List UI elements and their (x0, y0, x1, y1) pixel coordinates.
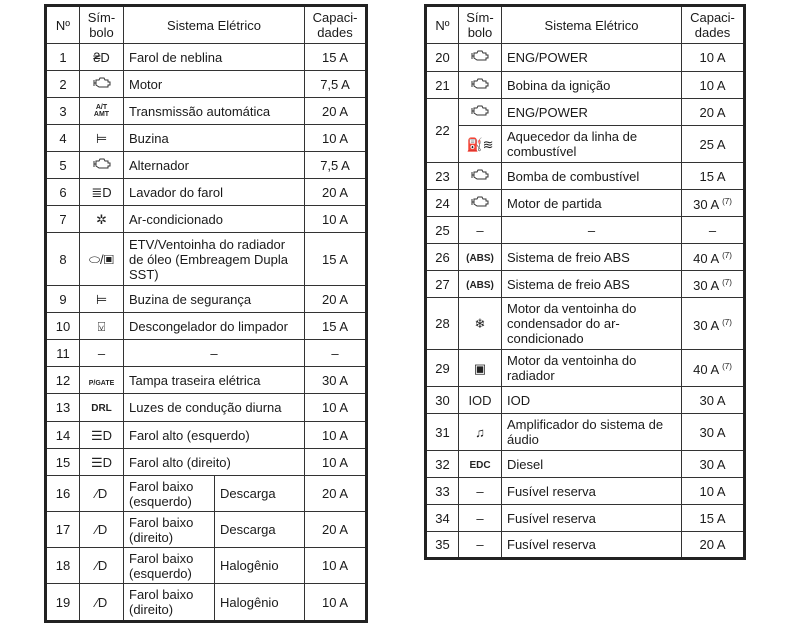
header-number: Nº (426, 6, 459, 44)
fuse-capacity (682, 99, 745, 126)
fuse-number: 21 (426, 72, 459, 99)
fuse-system: Transmissão automática (124, 98, 305, 125)
capacity-value: 20 A (322, 486, 349, 501)
fuse-capacity (682, 298, 745, 350)
fuse-number: 25 (426, 217, 459, 244)
fuse-system: Farol baixo (direito) (124, 512, 215, 548)
fuse-system: Tampa traseira elétrica (124, 367, 305, 394)
fuse-number: 20 (426, 44, 459, 72)
fuse-symbol (80, 367, 124, 394)
fuse-capacity (682, 72, 745, 99)
high-beam-icon: ☰D (90, 427, 113, 443)
fuse-symbol (459, 451, 502, 478)
fuse-number: 18 (46, 548, 80, 584)
fuse-system: Fusível reserva (502, 532, 682, 559)
fuse-number: 19 (46, 584, 80, 622)
engine-icon (92, 77, 112, 92)
capacity-value: 10 A (322, 427, 349, 443)
capacity-value: 15 A (322, 49, 349, 65)
footnote-ref: (7) (722, 197, 732, 206)
fuse-system: Descongelador do limpador (124, 313, 305, 340)
table-row (46, 367, 367, 394)
fuse-system: Motor (124, 71, 305, 98)
fuse-symbol (459, 126, 502, 163)
capacity-value: 10 A (322, 594, 349, 610)
fuse-capacity (305, 125, 367, 152)
fuse-symbol (459, 350, 502, 387)
capacity-value: – (708, 222, 717, 238)
capacity-value: 10 A (699, 483, 726, 499)
capacity-value: 30 A (693, 197, 719, 212)
fuse-symbol (80, 476, 124, 512)
fuse-symbol (80, 98, 124, 125)
fuse-symbol (80, 548, 124, 584)
fuse-system: – (124, 340, 305, 367)
fuse-capacity (305, 313, 367, 340)
table-row (426, 451, 745, 478)
capacity-value: 10 A (322, 211, 349, 227)
fuse-system: Amplificador do sistema de áudio (502, 414, 682, 451)
fuse-number: 7 (46, 206, 80, 233)
fuse-number: 10 (46, 313, 80, 340)
fuse-capacity (305, 44, 367, 71)
header-capacity: Capaci- dades (682, 6, 745, 44)
fuse-capacity (305, 449, 367, 476)
table-row (46, 98, 367, 125)
security-horn-icon: ⊨ (95, 291, 108, 307)
fuse-number: 16 (46, 476, 80, 512)
table-row (426, 163, 745, 190)
high-beam-icon: ☰D (90, 454, 113, 470)
fog-light-icon: ₴D (93, 49, 110, 65)
fuse-symbol (80, 286, 124, 313)
fuse-system: Farol baixo (direito) (124, 584, 215, 622)
capacity-value: 15 A (699, 510, 726, 526)
fuse-capacity (305, 512, 367, 548)
none: – (476, 537, 484, 552)
table-row (426, 72, 745, 99)
fuse-number: 13 (46, 394, 80, 422)
capacity-value: 30 A (699, 424, 726, 440)
table-row (46, 233, 367, 286)
fuse-system: Farol de neblina (124, 44, 305, 71)
fuse-symbol (80, 233, 124, 286)
fuse-capacity (682, 505, 745, 532)
capacity-value: 15 A (699, 168, 726, 184)
fuse-number: 24 (426, 190, 459, 217)
fuse-system: ETV/Ventoinha do radiador de óleo (Embreagem Dupla SST) (124, 233, 305, 286)
fuse-number: 4 (46, 125, 80, 152)
fuse-system: Motor da ventoinha do condensador do ar-condicionado (502, 298, 682, 350)
capacity-value: 25 A (699, 136, 726, 152)
table-row (426, 271, 745, 298)
fuse-symbol (459, 271, 502, 298)
capacity-value: 30 A (699, 392, 726, 408)
none: – (476, 483, 484, 499)
table-row (46, 394, 367, 422)
fuse-capacity (305, 286, 367, 313)
capacity-value: 20 A (322, 103, 349, 119)
table-row (46, 313, 367, 340)
table-row (426, 190, 745, 217)
capacity-value: 40 A (693, 362, 719, 377)
fuse-symbol (459, 478, 502, 505)
fuse-symbol (80, 313, 124, 340)
table-row (426, 298, 745, 350)
fuse-symbol (80, 206, 124, 233)
automatic-transmission-icon: A/T AMT (93, 103, 110, 118)
capacity-value: 30 A (693, 278, 719, 293)
fuse-capacity (305, 476, 367, 512)
fuse-symbol (459, 217, 502, 244)
table-row (46, 548, 367, 584)
fuse-symbol (459, 414, 502, 451)
fuse-symbol (80, 44, 124, 71)
fuse-system: IOD (502, 387, 682, 414)
header-system: Sistema Elétrico (124, 6, 305, 44)
table-row (426, 126, 745, 163)
capacity-value: 30 A (699, 456, 726, 472)
fuse-symbol (80, 449, 124, 476)
fuse-capacity (305, 548, 367, 584)
header-symbol: Sím- bolo (80, 6, 124, 44)
capacity-value: 20 A (322, 291, 349, 307)
capacity-value: 7,5 A (320, 157, 350, 173)
fuse-number: 35 (426, 532, 459, 559)
fuse-number: 27 (426, 271, 459, 298)
low-beam-icon: ⁄D (95, 594, 108, 610)
fuse-capacity (305, 422, 367, 449)
fuse-number: 32 (426, 451, 459, 478)
fuse-number: 12 (46, 367, 80, 394)
fuse-system: Ar-condicionado (124, 206, 305, 233)
fuse-number: 30 (426, 387, 459, 414)
fuse-symbol (459, 244, 502, 271)
fuse-symbol (80, 512, 124, 548)
fuse-number: 14 (46, 422, 80, 449)
fuse-symbol (459, 72, 502, 99)
footnote-ref: (7) (722, 278, 732, 287)
fuse-number: 6 (46, 179, 80, 206)
fuse-symbol (80, 394, 124, 422)
fuse-capacity (682, 126, 745, 163)
air-conditioning-icon: ✲ (96, 211, 107, 227)
capacity-value: 7,5 A (320, 76, 350, 92)
fuse-number: 22 (426, 99, 459, 163)
fuse-symbol (80, 125, 124, 152)
fuse-number: 2 (46, 71, 80, 98)
header-row (426, 6, 745, 44)
fuse-system: Farol baixo (esquerdo) (124, 476, 215, 512)
footnote-ref: (7) (722, 317, 732, 327)
fuse-number: 11 (46, 340, 80, 367)
fuse-number: 5 (46, 152, 80, 179)
fuse-number: 1 (46, 44, 80, 71)
table-row (46, 179, 367, 206)
fuse-capacity (682, 163, 745, 190)
capacity-value: 15 A (322, 318, 349, 334)
fuse-capacity (305, 206, 367, 233)
fuse-capacity (305, 584, 367, 622)
fuse-number: 31 (426, 414, 459, 451)
fuse-capacity (305, 233, 367, 286)
fuse-system: Buzina de segurança (124, 286, 305, 313)
table-row (426, 244, 745, 271)
fuse-symbol (459, 163, 502, 190)
fuse-symbol (80, 340, 124, 367)
fuse-symbol (459, 44, 502, 72)
table-row (426, 478, 745, 505)
table-row (426, 532, 745, 559)
table-row (46, 71, 367, 98)
fuse-capacity (682, 271, 745, 298)
table-row (46, 125, 367, 152)
iod-label: IOD (468, 392, 492, 408)
fuse-symbol (459, 99, 502, 126)
fuse-number: 26 (426, 244, 459, 271)
none: – (97, 345, 106, 361)
fuse-symbol (459, 505, 502, 532)
fuse-symbol (459, 532, 502, 559)
fuse-system: Lavador do farol (124, 179, 305, 206)
engine-icon (470, 50, 490, 65)
fuse-capacity (682, 190, 745, 217)
fuse-number: 8 (46, 233, 80, 286)
header-number: Nº (46, 6, 80, 44)
fuse-system: ENG/POWER (502, 44, 682, 72)
capacity-value: 10 A (322, 558, 349, 573)
none: – (476, 222, 484, 238)
table-row (426, 44, 745, 72)
fuse-capacity (305, 340, 367, 367)
table-row (426, 414, 745, 451)
fuse-table-left (44, 4, 368, 623)
fuse-system-variant: Halogênio (215, 548, 305, 584)
fuse-system: Sistema de freio ABS (502, 271, 682, 298)
fuse-capacity (305, 179, 367, 206)
fuse-number: 15 (46, 449, 80, 476)
capacity-value: 15 A (322, 251, 349, 267)
fuse-symbol (80, 71, 124, 98)
abs-icon: (ABS) (466, 279, 494, 291)
capacity-value: 10 A (322, 400, 349, 415)
fuse-capacity (682, 244, 745, 271)
fuse-capacity (682, 478, 745, 505)
radiator-fan-icon: ▣ (473, 360, 487, 376)
power-tailgate-icon: P/GATE (88, 379, 115, 387)
fuse-capacity (305, 71, 367, 98)
table-row (46, 512, 367, 548)
abs-icon: (ABS) (466, 252, 494, 264)
table-row (46, 476, 367, 512)
fuse-system: Farol baixo (esquerdo) (124, 548, 215, 584)
table-row (46, 206, 367, 233)
table-row (46, 44, 367, 71)
table-row (46, 422, 367, 449)
capacity-value: 30 A (322, 372, 349, 388)
fuse-system: Buzina (124, 125, 305, 152)
header-symbol: Sím- bolo (459, 6, 502, 44)
fuse-system: Bobina da ignição (502, 72, 682, 99)
diesel-edc-icon: EDC (469, 459, 491, 471)
wiper-deicer-icon: ⍌ (97, 318, 106, 334)
fuse-system: Luzes de condução diurna (124, 394, 305, 422)
table-row (46, 340, 367, 367)
table-row (46, 286, 367, 313)
fuse-capacity (682, 350, 745, 387)
horn-icon: ⊨ (95, 130, 108, 146)
table-row (46, 584, 367, 622)
fuse-capacity (682, 414, 745, 451)
fuse-table-right (424, 4, 746, 560)
music-note-icon: ♫ (475, 424, 485, 440)
fuse-capacity (682, 44, 745, 72)
condenser-fan-icon: ❄ (474, 316, 486, 331)
fuse-system: Aquecedor da linha de combustível (502, 126, 682, 163)
fuse-system: ENG/POWER (502, 99, 682, 126)
fuse-capacity (682, 387, 745, 414)
fuse-number: 33 (426, 478, 459, 505)
header-row (46, 6, 367, 44)
table-row (426, 387, 745, 414)
capacity-value: 20 A (322, 522, 349, 537)
fuse-symbol (459, 190, 502, 217)
footnote-ref: (7) (722, 362, 732, 371)
capacity-value: 10 A (322, 454, 349, 470)
low-beam-icon: ⁄D (95, 522, 108, 537)
capacity-value: 10 A (322, 130, 349, 146)
fuse-symbol (80, 422, 124, 449)
engine-icon (470, 78, 490, 93)
capacity-value: 40 A (693, 251, 719, 266)
fuse-symbol (80, 152, 124, 179)
engine-icon (470, 169, 490, 184)
fuse-system: Diesel (502, 451, 682, 478)
fuse-capacity (305, 98, 367, 125)
fuse-capacity (682, 217, 745, 244)
fuse-system: Farol alto (esquerdo) (124, 422, 305, 449)
fuse-system: – (502, 217, 682, 244)
fuse-symbol (459, 298, 502, 350)
drl-icon: DRL (91, 403, 112, 414)
fuse-symbol (80, 584, 124, 622)
header-system: Sistema Elétrico (502, 6, 682, 44)
capacity-value: 20 A (322, 184, 349, 200)
footnote-ref: (7) (722, 251, 732, 260)
fuse-number: 17 (46, 512, 80, 548)
table-row (426, 505, 745, 532)
fuse-system: Alternador (124, 152, 305, 179)
table-row (46, 152, 367, 179)
fuse-system: Motor da ventoinha do radiador (502, 350, 682, 387)
fuse-system: Bomba de combustível (502, 163, 682, 190)
capacity-value: 20 A (699, 537, 726, 552)
fuse-system-variant: Halogênio (215, 584, 305, 622)
fuse-number: 3 (46, 98, 80, 125)
capacity-value: 10 A (699, 50, 726, 65)
table-row (426, 99, 745, 126)
capacity-value: 30 A (693, 317, 719, 333)
alternator-icon (92, 158, 112, 173)
low-beam-icon: ⁄D (95, 558, 108, 573)
fuse-symbol (80, 179, 124, 206)
fuse-system: Fusível reserva (502, 505, 682, 532)
none: – (476, 510, 484, 526)
fuse-system-variant: Descarga (215, 512, 305, 548)
fuse-system: Farol alto (direito) (124, 449, 305, 476)
engine-icon (470, 105, 490, 120)
fuse-capacity (305, 367, 367, 394)
etv-fan-icon: ⬭/▣ (88, 251, 115, 267)
engine-icon (470, 196, 490, 211)
fuse-number: 28 (426, 298, 459, 350)
table-row (426, 350, 745, 387)
fuse-capacity (682, 451, 745, 478)
fuse-number: 29 (426, 350, 459, 387)
low-beam-icon: ⁄D (95, 486, 108, 501)
fuse-number: 9 (46, 286, 80, 313)
capacity-value: – (331, 345, 339, 361)
capacity-value: 10 A (699, 77, 726, 93)
fuse-number: 23 (426, 163, 459, 190)
fuse-capacity (305, 394, 367, 422)
fuse-capacity (305, 152, 367, 179)
fuse-capacity (682, 532, 745, 559)
fuse-system: Sistema de freio ABS (502, 244, 682, 271)
fuse-system-variant: Descarga (215, 476, 305, 512)
table-row (426, 217, 745, 244)
capacity-value: 20 A (699, 104, 726, 120)
table-row (46, 449, 367, 476)
fuse-number: 34 (426, 505, 459, 532)
headlight-washer-icon: ≣D (91, 184, 112, 200)
fuel-line-heater-icon: ⛽≋ (466, 136, 494, 152)
fuse-system: Fusível reserva (502, 478, 682, 505)
header-capacity: Capaci- dades (305, 6, 367, 44)
fuse-symbol (459, 387, 502, 414)
fuse-system: Motor de partida (502, 190, 682, 217)
